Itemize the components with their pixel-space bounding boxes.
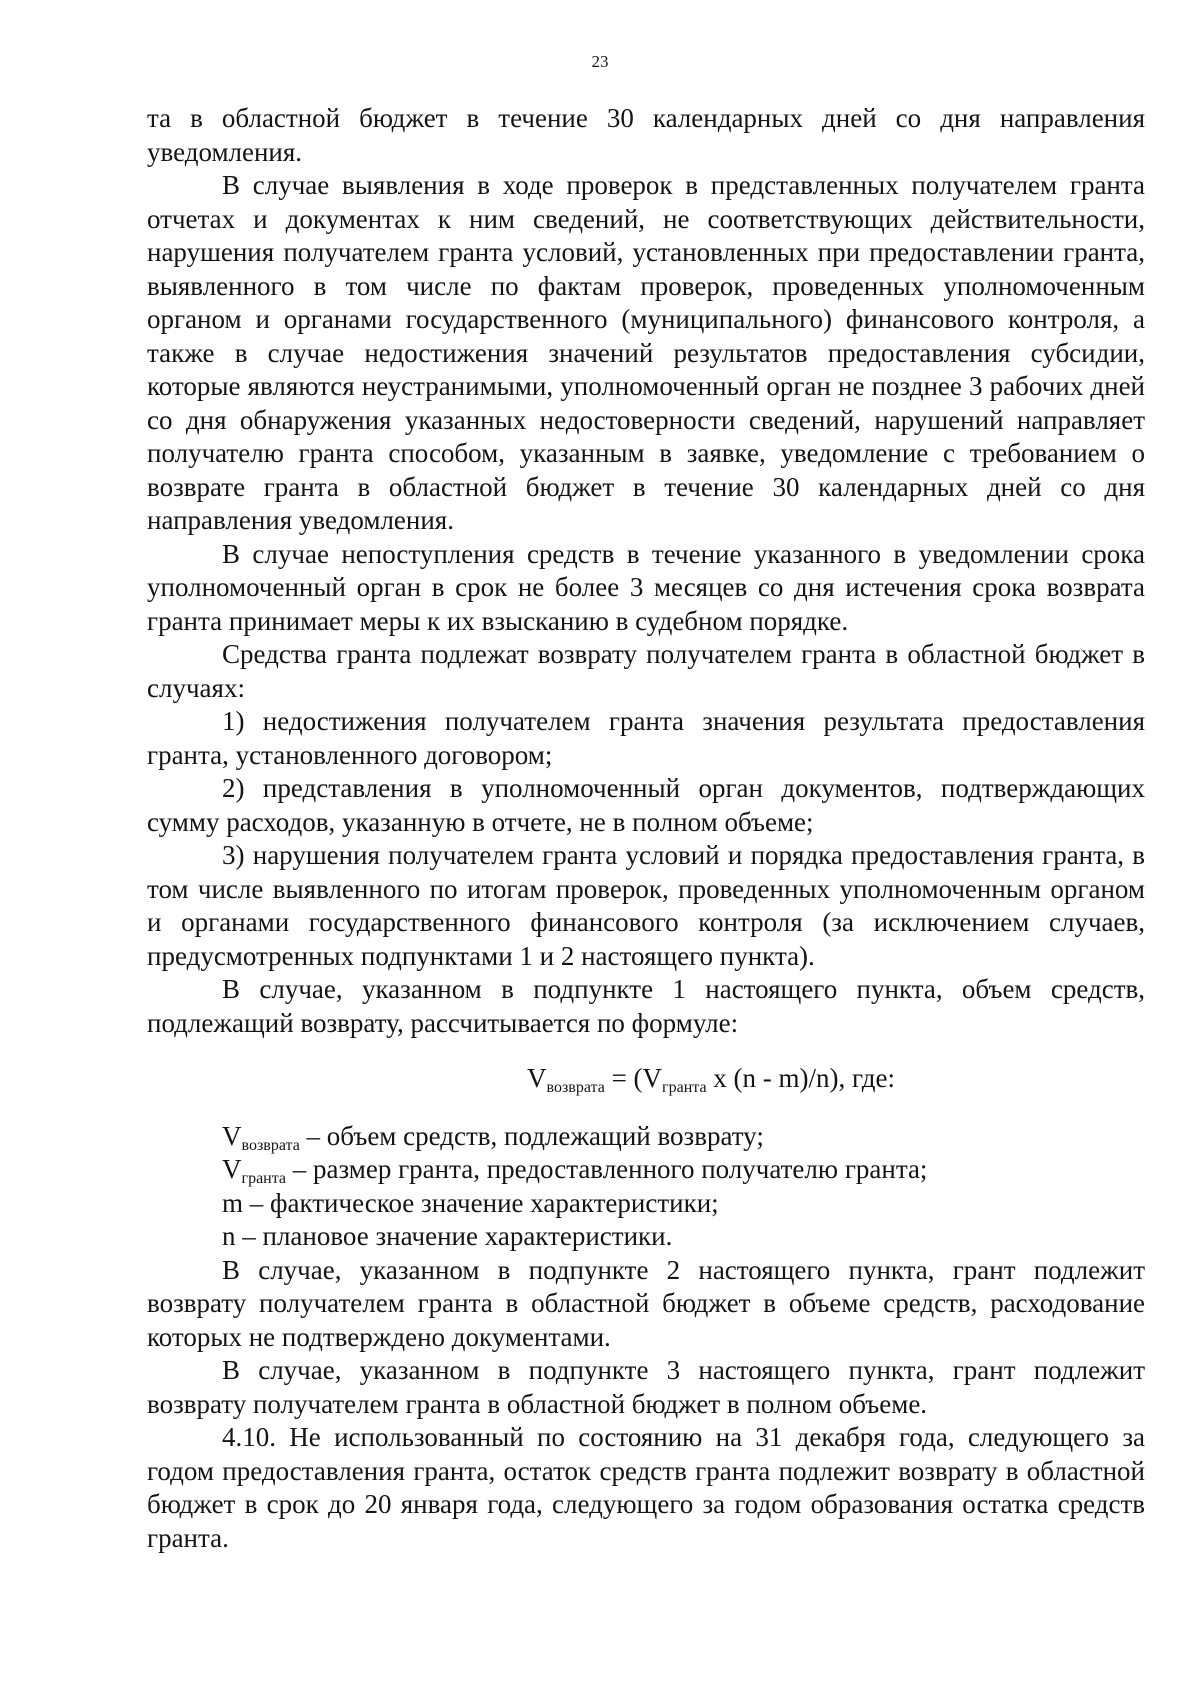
paragraph-subitem-3: В случае, указанном в подпункте 3 настоящего пункта, грант подлежит возврату получателем гранта в областной бюджет в полном объеме. — [147, 1355, 1145, 1419]
definition-symbol: V — [222, 1154, 242, 1184]
paragraph-subitem-2: В случае, указанном в подпункте 2 настоящего пункта, грант подлежит возврату получателем гранта в областной бюджет в объеме средств, расходование которых не подтверждено документами. — [147, 1254, 1145, 1352]
definition-symbol: m — [222, 1187, 244, 1218]
definition-text: – плановое значение характеристики. — [235, 1221, 673, 1251]
definition-subscript: возврата — [241, 1136, 300, 1154]
formula-sub-grant: гранта — [662, 1079, 707, 1096]
definition-item — [147, 1187, 1145, 1221]
paragraph-non-receipt: В случае непоступления средств в течение указанного в уведомлении срока уполномоченный орган в срок не более 3 месяцев со дня истечения срока возврата гранта принимает меры к их взысканию в судебном порядке. — [147, 538, 1145, 636]
formula-eq: = (V — [604, 1063, 663, 1093]
paragraph-formula-intro: В случае, указанном в подпункте 1 настоящего пункта, объем средств, подлежащий возврату, рассчитывается по формуле: — [147, 974, 1145, 1038]
paragraph-violations: В случае выявления в ходе проверок в представленных получателем гранта отчетах и документах к ним сведений, не соответствующих действительности, нарушения получателем гранта условий, установленных при предоставлении гранта, выявленного в том числе по фактам проверок, проведенных уполномоченным органом и органами государственного (муниципального) финансового контроля, а также в случае недостижения значений результатов предоставления субсидии, которые являются неустранимыми, уполномоченный орган не позднее 3 рабочих дней со дня обнаружения указанных недостоверности сведений, нарушений направляет получателю гранта способом, указанным в заявке, уведомление с требованием о возврате гранта в областной бюджет в течение 30 календарных дней со дня направления уведомления. — [147, 170, 1145, 535]
definition-text: – фактическое значение характеристики; — [243, 1187, 719, 1218]
formula-v: V — [527, 1063, 547, 1093]
paragraph-return-cases: Средства гранта подлежат возврату получателем гранта в областной бюджет в случаях: — [147, 639, 1145, 703]
formula-sub-return: возврата — [546, 1079, 605, 1096]
definition-subscript: гранта — [241, 1170, 287, 1187]
definition-item — [147, 1153, 1145, 1187]
definition-text: – размер гранта, предоставленного получателю гранта; — [286, 1154, 928, 1184]
paragraph-4-10: 4.10. Не использованный по состоянию на 31 декабря года, следующего за годом предоставления гранта, остаток средств гранта подлежит возврату в областной бюджет в срок до 20 января года, следующего за годом образования остатка средств гранта. — [147, 1422, 1145, 1553]
paragraph-continuation: та в областной бюджет в течение 30 календарных дней со дня направления уведомления. — [147, 103, 1145, 167]
list-item-3: 3) нарушения получателем гранта условий и порядка предоставления гранта, в том числе выявленного по итогам проверок, проведенных уполномоченным органом и органами государственного финансового контроля (за исключением случаев, предусмотренных подпунктами 1 и 2 настоящего пункта). — [147, 840, 1145, 971]
definition-symbol: V — [222, 1120, 242, 1151]
definition-item — [147, 1120, 1145, 1154]
definition-text: – объем средств, подлежащий возврату; — [299, 1120, 764, 1151]
document-body — [147, 102, 1145, 1555]
formula-definitions — [147, 1120, 1145, 1254]
definition-item — [147, 1220, 1145, 1254]
list-item-2: 2) представления в уполномоченный орган документов, подтверждающих сумму расходов, указанную в отчете, не в полном объеме; — [147, 773, 1145, 837]
page-number: 23 — [591, 52, 609, 71]
list-item-1: 1) недостижения получателем гранта значения результата предоставления гранта, установленного договором; — [147, 706, 1145, 770]
definition-symbol: n — [222, 1221, 236, 1251]
return-formula — [147, 1062, 1145, 1096]
formula-rest: x (n - m)/n), где: — [706, 1063, 895, 1093]
